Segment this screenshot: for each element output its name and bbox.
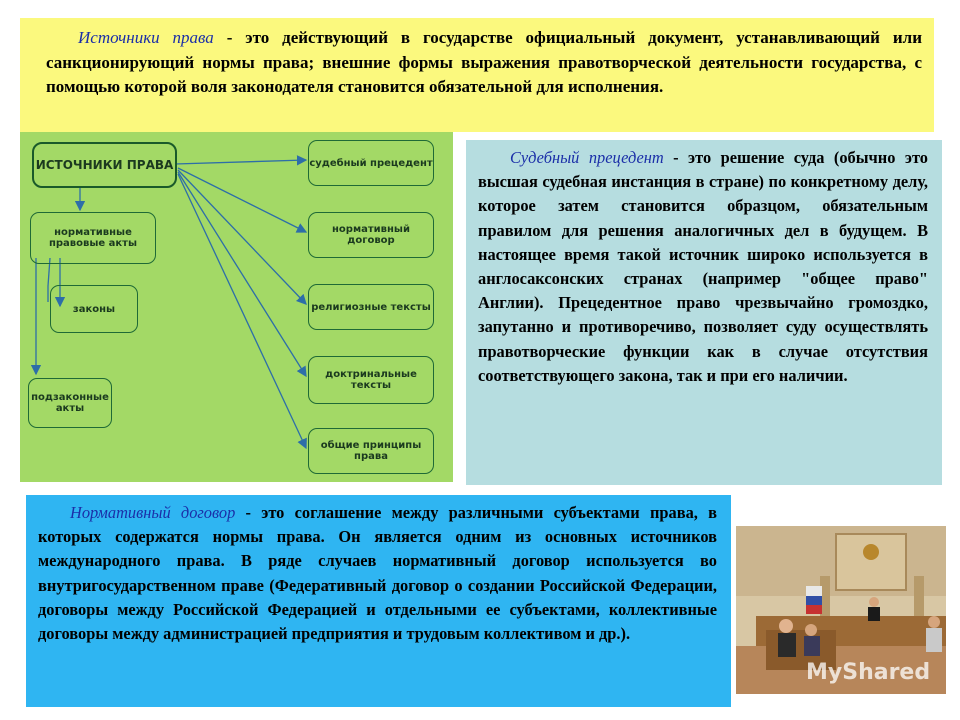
- node-judicial-precedent: судебный прецедент: [308, 140, 434, 186]
- node-normative-acts: нормативные правовые акты: [30, 212, 156, 264]
- definition-term: Источники права: [78, 28, 214, 47]
- node-doctrinal-texts: доктринальные тексты: [308, 356, 434, 404]
- node-general-principles: общие принципы права: [308, 428, 434, 474]
- sources-diagram: [20, 132, 453, 482]
- node-religious-texts: религиозные тексты: [308, 284, 434, 330]
- node-bylaws: подзаконные акты: [28, 378, 112, 428]
- contract-text: - это соглашение между различными субъектами права, в которых содержатся нормы права. Он является одним из основных источников международного права. В ряде случаев нормативный договор используется во внутригосударственном праве (Федеративный договор о создании Российской Федерации, договоры между Российской Федерацией и отдельными ее субъектами, коллективные договоры между администрацией предприятия и трудовым коллективом и др.).: [38, 503, 717, 644]
- node-laws: законы: [50, 285, 138, 333]
- precedent-box: [466, 140, 942, 485]
- node-normative-contract: нормативный договор: [308, 212, 434, 258]
- watermark-text: MyShared: [806, 660, 931, 685]
- contract-term: Нормативный договор: [70, 503, 236, 522]
- precedent-text: - это решение суда (обычно это высшая судебная инстанция в стране) по конкретному делу, которое затем становится образцом, обязательным правилом для решения аналогичных дел в будущем. В настоящее время такой источник широко используется в англосаксонских странах (например "общее право" Англии). Прецедентное право чрезвычайно громоздко, запутанно и противоречиво, позволяет суду осуществлять правотворческие функции как в случае отсутствия соответствующего закона, так и при его наличии.: [478, 148, 928, 385]
- contract-box: [26, 495, 731, 707]
- diagram-root: ИСТОЧНИКИ ПРАВА: [32, 142, 177, 188]
- precedent-term: Судебный прецедент: [510, 148, 664, 167]
- definition-text: - это действующий в государстве официальный документ, устанавливающий или санкционирующий нормы права; внешние формы выражения правотворческой деятельности государства, с помощью которой воля законодателя становится обязательной для исполнения.: [46, 28, 922, 96]
- courtroom-photo: [736, 526, 946, 694]
- definition-box: [20, 18, 934, 132]
